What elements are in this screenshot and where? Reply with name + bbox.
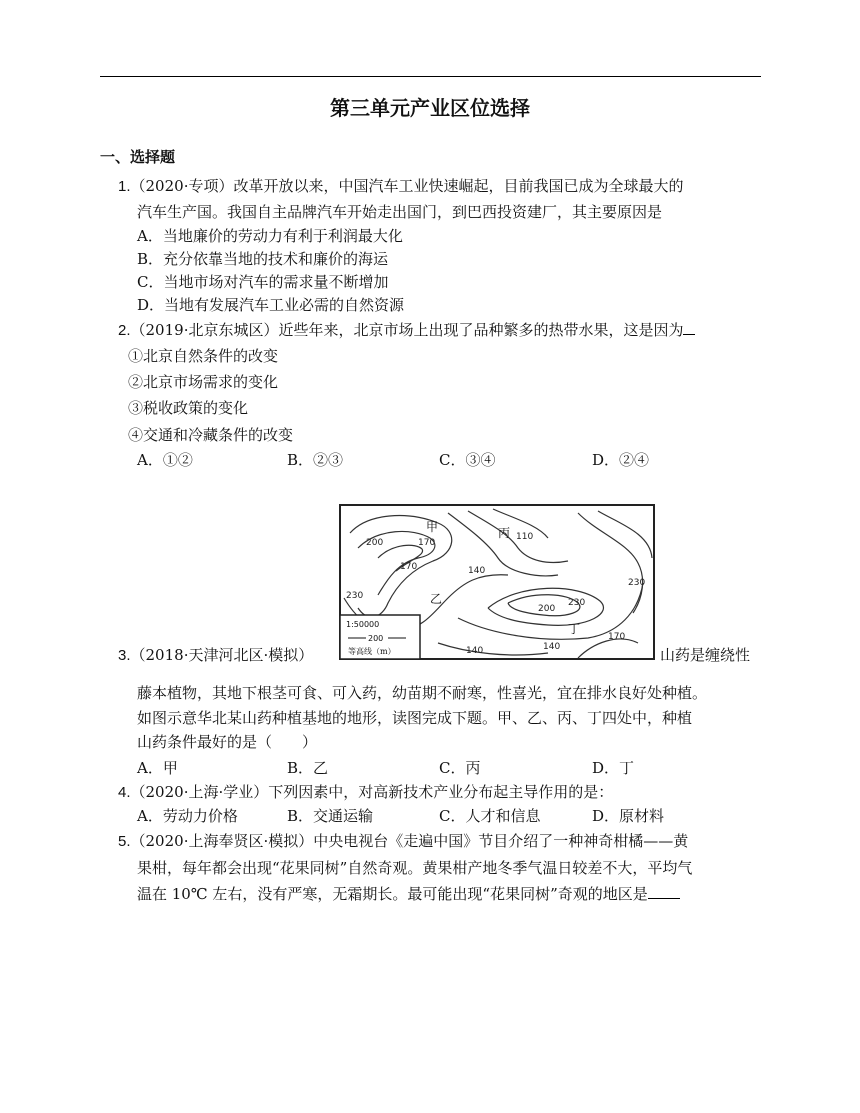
- option-b: B．②③: [287, 451, 344, 469]
- question-text: （2020·上海奉贤区·模拟）中央电视台《走遍中国》节目介绍了一种神奇柑橘——黄: [130, 832, 689, 850]
- question-5: [118, 831, 688, 852]
- question-text: （2018·天津河北区·模拟）: [130, 646, 314, 664]
- question-1-line-2: 汽车生产国。我国自主品牌汽车开始走出国门，到巴西投资建厂，其主要原因是: [137, 203, 663, 221]
- question-number: 3.: [118, 647, 131, 664]
- contour-label: 140: [543, 642, 561, 652]
- option-a: A．甲: [137, 759, 178, 777]
- option-a: A．①②: [137, 451, 193, 469]
- contour-label: 140: [468, 566, 486, 576]
- place-label-jia: 甲: [426, 520, 439, 534]
- contour-label: 170: [400, 562, 418, 572]
- contour-map: [338, 503, 656, 661]
- contour-label: 140: [466, 646, 484, 656]
- option-c: C．当地市场对汽车的需求量不断增加: [137, 273, 389, 291]
- question-5-line-3: [137, 884, 680, 904]
- question-text: （2020·上海·学业）下列因素中，对高新技术产业分布起主导作用的是：: [130, 783, 614, 801]
- contour-label: 230: [568, 598, 586, 608]
- contour-label: 170: [418, 538, 436, 548]
- option-c: C．丙: [439, 759, 481, 777]
- option-b: B．乙: [287, 759, 329, 777]
- question-3-line-3: 如图示意华北某山药种植基地的地形，读图完成下题。甲、乙、丙、丁四处中，种植: [137, 709, 693, 727]
- statement-4: ④交通和冷藏条件的改变: [128, 426, 294, 444]
- question-number: 2.: [118, 322, 131, 339]
- map-legend: [340, 615, 420, 659]
- statement-3: ③税收政策的变化: [128, 399, 249, 417]
- legend-label: 等高线（m）: [348, 647, 396, 656]
- header-rule: [100, 76, 761, 77]
- contour-label: 200: [538, 604, 556, 614]
- option-a: A．劳动力价格: [137, 807, 238, 825]
- legend-value: 200: [368, 634, 384, 643]
- statement-1: ①北京自然条件的改变: [128, 347, 279, 365]
- question-5-line-2: 果柑，每年都会出现“花果同树”自然奇观。黄果柑产地冬季气温日较差不大，平均气: [137, 859, 693, 877]
- question-text: （2019·北京东城区）近些年来，北京市场上出现了品种繁多的热带水果，这是因为: [130, 321, 684, 339]
- place-label-ding: 丁: [568, 622, 581, 636]
- option-c: C．人才和信息: [439, 807, 541, 825]
- question-text: （2020·专项）改革开放以来，中国汽车工业快速崛起，目前我国已成为全球最大的: [130, 177, 684, 195]
- page-title: 第三单元产业区位选择: [330, 96, 530, 120]
- section-heading: 一、选择题: [100, 148, 176, 166]
- question-number: 4.: [118, 784, 131, 801]
- question-number: 5.: [118, 833, 131, 850]
- question-2: [118, 320, 695, 341]
- map-scale: 1:50000: [346, 620, 380, 629]
- place-label-bing: 丙: [498, 526, 511, 540]
- question-number: 1.: [118, 178, 131, 195]
- contour-label: 230: [346, 591, 364, 601]
- question-3-line-2: 藤本植物，其地下根茎可食、可入药，幼苗期不耐寒，性喜光，宜在排水良好处种植。: [137, 684, 708, 702]
- question-1: [118, 176, 683, 197]
- contour-label: 200: [366, 538, 384, 548]
- option-b: B．交通运输: [287, 807, 374, 825]
- option-d: D．原材料: [592, 807, 665, 825]
- option-c: C．③④: [439, 451, 496, 469]
- place-label-yi: 乙: [430, 592, 443, 606]
- answer-blank: [648, 884, 680, 899]
- option-d: D．丁: [592, 759, 635, 777]
- contour-label: 230: [628, 578, 646, 588]
- contour-label: 110: [516, 532, 534, 542]
- contour-label: 170: [608, 632, 626, 642]
- question-text: 温在 10℃ 左右，没有严寒，无霜期长。最可能出现“花果同树”奇观的地区是: [137, 885, 648, 903]
- question-3: [118, 645, 313, 666]
- option-a: A．当地廉价的劳动力有利于利润最大化: [137, 227, 403, 245]
- question-3-suffix: 山药是缠绕性: [660, 646, 751, 664]
- question-3-line-4: 山药条件最好的是（ ）: [137, 733, 318, 751]
- answer-blank: [683, 320, 695, 335]
- option-d: D．②④: [592, 451, 650, 469]
- statement-2: ②北京市场需求的变化: [128, 373, 279, 391]
- option-d: D．当地有发展汽车工业必需的自然资源: [137, 296, 405, 314]
- question-4: [118, 782, 613, 803]
- option-b: B．充分依靠当地的技术和廉价的海运: [137, 250, 389, 268]
